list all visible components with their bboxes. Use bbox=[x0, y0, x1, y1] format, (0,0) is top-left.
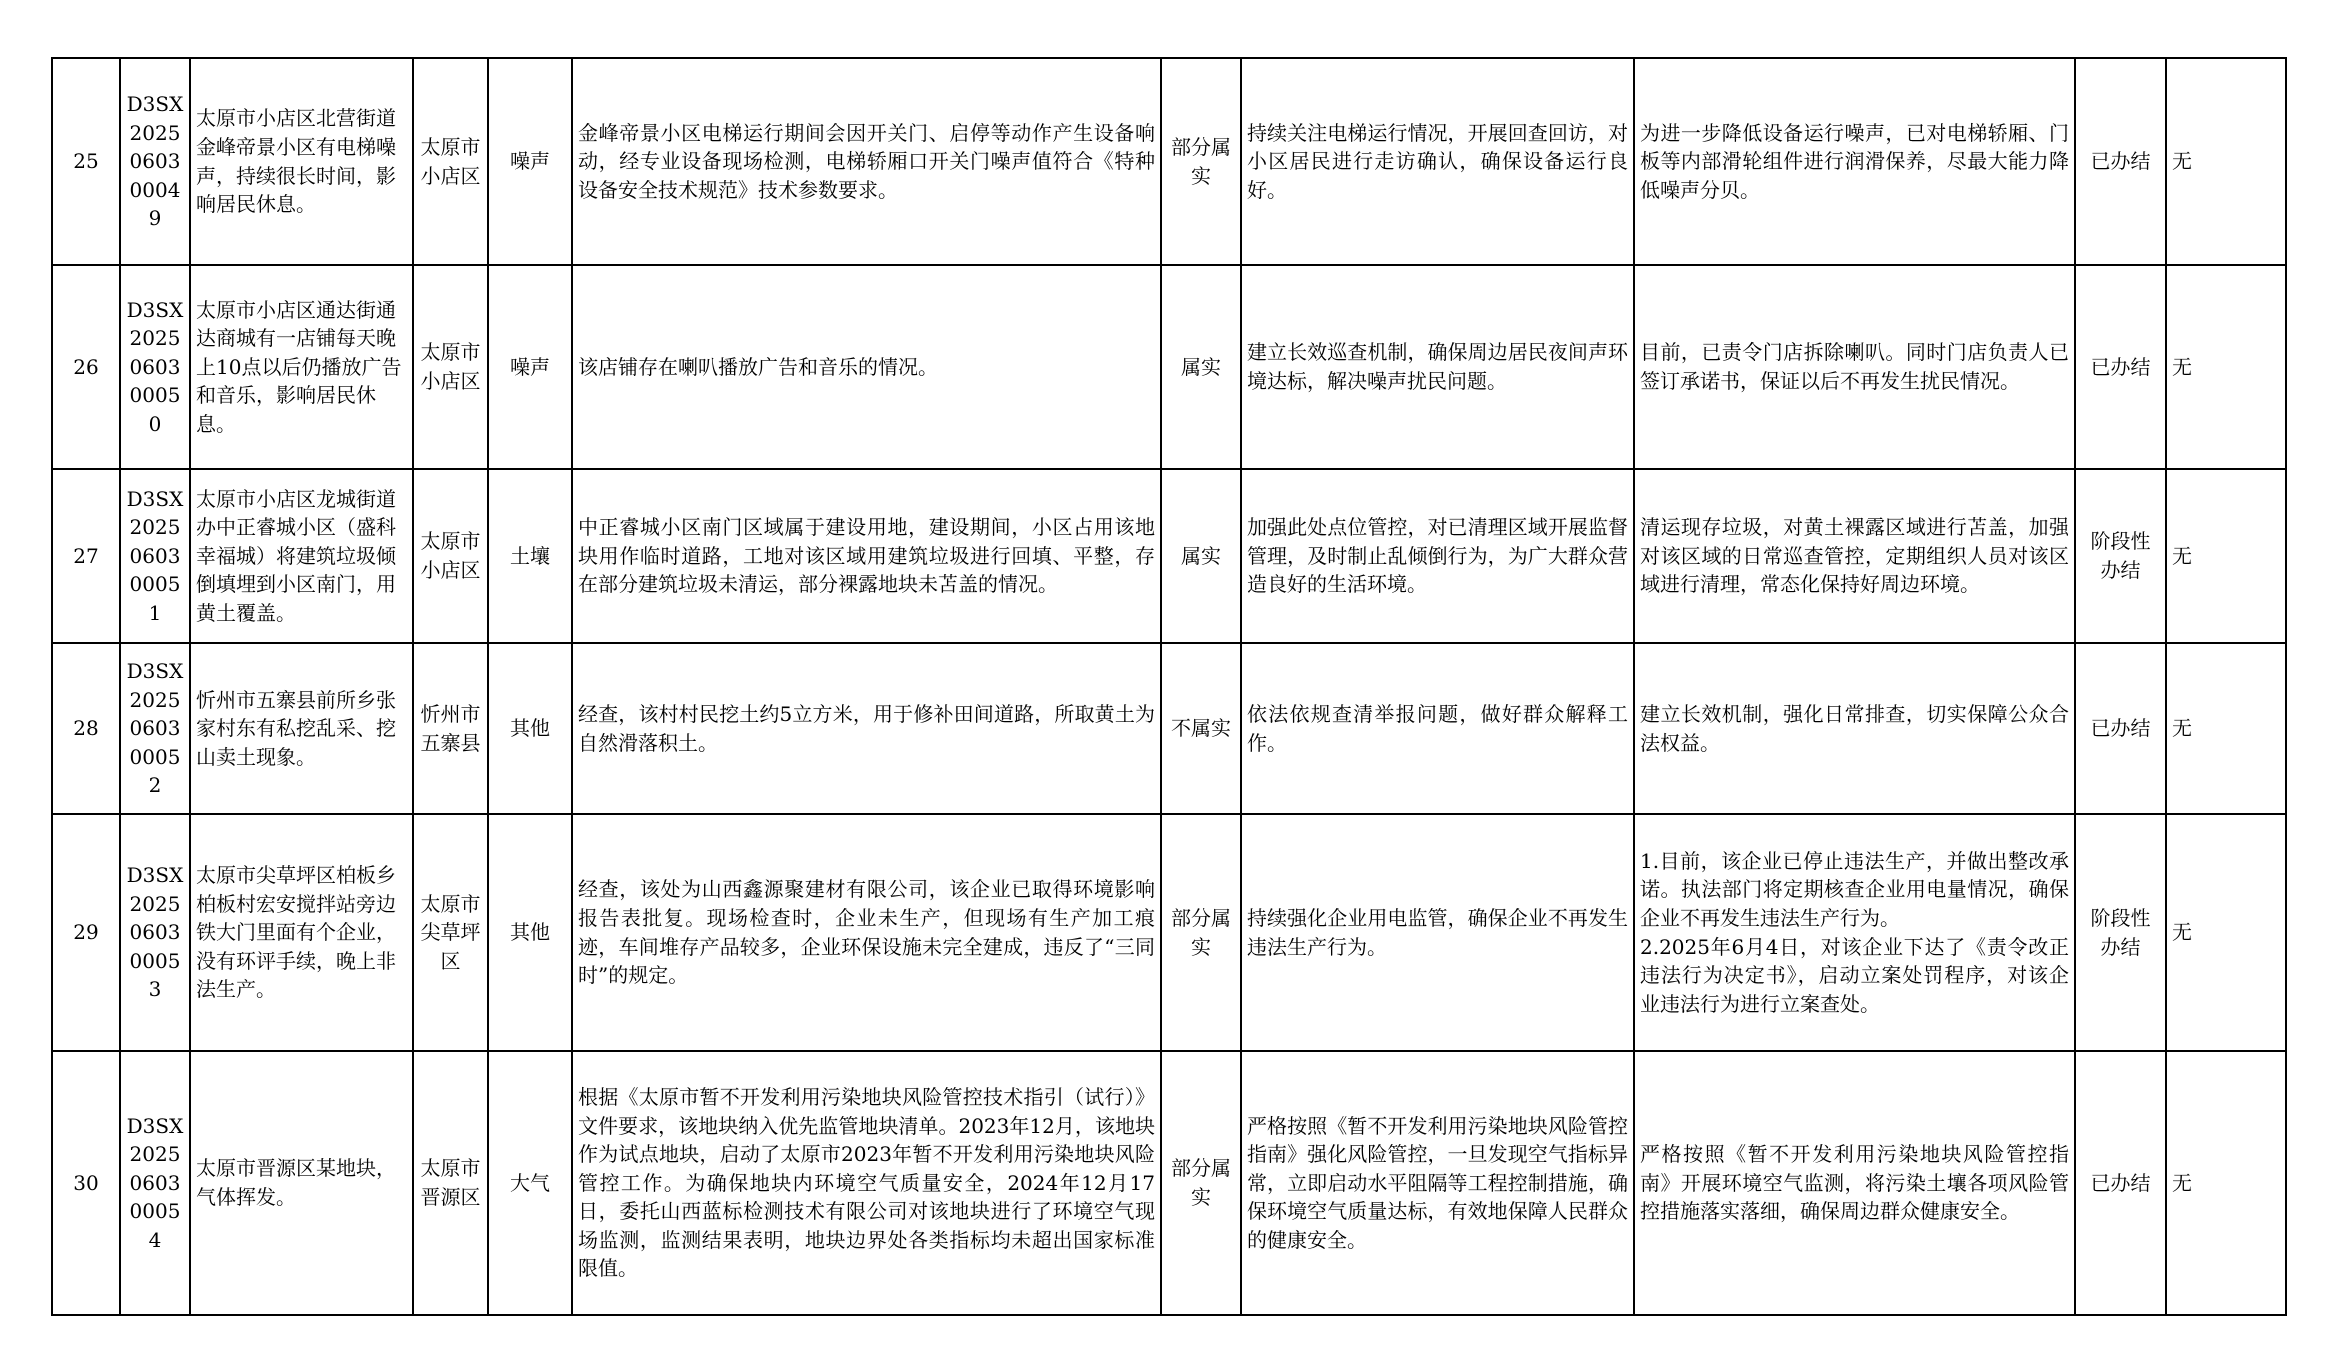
pollution-category: 噪声 bbox=[488, 265, 572, 469]
case-code: D3SX2025060300051 bbox=[120, 469, 190, 643]
rectification-result: 建立长效机制，强化日常排查，切实保障公众合法权益。 bbox=[1634, 643, 2075, 814]
investigation-finding: 该店铺存在喇叭播放广告和音乐的情况。 bbox=[572, 265, 1161, 469]
case-status: 阶段性办结 bbox=[2075, 814, 2166, 1051]
administrative-district: 太原市晋源区 bbox=[413, 1051, 488, 1315]
rectification-result: 目前，已责令门店拆除喇叭。同时门店负责人已签订承诺书，保证以后不再发生扰民情况。 bbox=[1634, 265, 2075, 469]
administrative-district: 太原市小店区 bbox=[413, 58, 488, 265]
handling-measure: 依法依规查清举报问题，做好群众解释工作。 bbox=[1241, 643, 1634, 814]
table-row bbox=[52, 1051, 2286, 1315]
pollution-category: 土壤 bbox=[488, 469, 572, 643]
case-code: D3SX2025060300053 bbox=[120, 814, 190, 1051]
row-number: 28 bbox=[52, 643, 120, 814]
pollution-category: 噪声 bbox=[488, 58, 572, 265]
row-number: 30 bbox=[52, 1051, 120, 1315]
pollution-category: 其他 bbox=[488, 643, 572, 814]
handling-measure: 持续强化企业用电监管，确保企业不再发生违法生产行为。 bbox=[1241, 814, 1634, 1051]
complaint-content: 太原市小店区通达街通达商城有一店铺每天晚上10点以后仍播放广告和音乐，影响居民休息。 bbox=[190, 265, 413, 469]
administrative-district: 太原市小店区 bbox=[413, 265, 488, 469]
accountability: 无 bbox=[2166, 643, 2286, 814]
accountability: 无 bbox=[2166, 58, 2286, 265]
complaint-table bbox=[51, 57, 2287, 1316]
verification-verdict: 属实 bbox=[1161, 265, 1241, 469]
complaint-content: 忻州市五寨县前所乡张家村东有私挖乱采、挖山卖土现象。 bbox=[190, 643, 413, 814]
rectification-result: 清运现存垃圾，对黄土裸露区域进行苫盖，加强对该区域的日常巡查管控，定期组织人员对该区域进行清理，常态化保持好周边环境。 bbox=[1634, 469, 2075, 643]
investigation-finding: 根据《太原市暂不开发利用污染地块风险管控技术指引（试行）》文件要求，该地块纳入优先监管地块清单。2023年12月，该地块作为试点地块，启动了太原市2023年暂不开发利用污染地块风险管控工作。为确保地块内环境空气质量安全，2024年12月17日，委托山西蓝标检测技术有限公司对该地块进行了环境空气现场监测，监测结果表明，地块边界处各类指标均未超出国家标准限值。 bbox=[572, 1051, 1161, 1315]
row-number: 25 bbox=[52, 58, 120, 265]
accountability: 无 bbox=[2166, 469, 2286, 643]
case-status: 已办结 bbox=[2075, 643, 2166, 814]
investigation-finding: 经查，该处为山西鑫源聚建材有限公司，该企业已取得环境影响报告表批复。现场检查时，企业未生产，但现场有生产加工痕迹，车间堆存产品较多，企业环保设施未完全建成，违反了“三同时”的规定。 bbox=[572, 814, 1161, 1051]
administrative-district: 忻州市五寨县 bbox=[413, 643, 488, 814]
verification-verdict: 部分属实 bbox=[1161, 1051, 1241, 1315]
verification-verdict: 不属实 bbox=[1161, 643, 1241, 814]
handling-measure: 建立长效巡查机制，确保周边居民夜间声环境达标，解决噪声扰民问题。 bbox=[1241, 265, 1634, 469]
table-row bbox=[52, 58, 2286, 265]
investigation-finding: 经查，该村村民挖土约5立方米，用于修补田间道路，所取黄土为自然滑落积土。 bbox=[572, 643, 1161, 814]
complaint-content: 太原市小店区龙城街道办中正睿城小区（盛科幸福城）将建筑垃圾倾倒填埋到小区南门，用黄土覆盖。 bbox=[190, 469, 413, 643]
row-number: 26 bbox=[52, 265, 120, 469]
case-code: D3SX2025060300052 bbox=[120, 643, 190, 814]
handling-measure: 加强此处点位管控，对已清理区域开展监督管理，及时制止乱倾倒行为，为广大群众营造良好的生活环境。 bbox=[1241, 469, 1634, 643]
handling-measure: 严格按照《暂不开发利用污染地块风险管控指南》强化风险管控，一旦发现空气指标异常，立即启动水平阻隔等工程控制措施，确保环境空气质量达标，有效地保障人民群众的健康安全。 bbox=[1241, 1051, 1634, 1315]
table-row bbox=[52, 643, 2286, 814]
pollution-category: 大气 bbox=[488, 1051, 572, 1315]
administrative-district: 太原市尖草坪区 bbox=[413, 814, 488, 1051]
row-number: 29 bbox=[52, 814, 120, 1051]
row-number: 27 bbox=[52, 469, 120, 643]
administrative-district: 太原市小店区 bbox=[413, 469, 488, 643]
rectification-result: 为进一步降低设备运行噪声，已对电梯轿厢、门板等内部滑轮组件进行润滑保养，尽最大能力降低噪声分贝。 bbox=[1634, 58, 2075, 265]
table-row bbox=[52, 265, 2286, 469]
complaint-content: 太原市小店区北营街道金峰帝景小区有电梯噪声，持续很长时间，影响居民休息。 bbox=[190, 58, 413, 265]
investigation-finding: 金峰帝景小区电梯运行期间会因开关门、启停等动作产生设备响动，经专业设备现场检测，电梯轿厢口开关门噪声值符合《特种设备安全技术规范》技术参数要求。 bbox=[572, 58, 1161, 265]
rectification-result: 1.目前，该企业已停止违法生产，并做出整改承诺。执法部门将定期核查企业用电量情况，确保企业不再发生违法生产行为。 2.2025年6月4日，对该企业下达了《责令改正违法行为决定书》，启动立案处罚程序，对该企业违法行为进行立案查处。 bbox=[1634, 814, 2075, 1051]
accountability: 无 bbox=[2166, 814, 2286, 1051]
accountability: 无 bbox=[2166, 265, 2286, 469]
table-row bbox=[52, 814, 2286, 1051]
pollution-category: 其他 bbox=[488, 814, 572, 1051]
rectification-result: 严格按照《暂不开发利用污染地块风险管控指南》开展环境空气监测，将污染土壤各项风险管控措施落实落细，确保周边群众健康安全。 bbox=[1634, 1051, 2075, 1315]
handling-measure: 持续关注电梯运行情况，开展回查回访，对小区居民进行走访确认，确保设备运行良好。 bbox=[1241, 58, 1634, 265]
complaint-content: 太原市晋源区某地块，气体挥发。 bbox=[190, 1051, 413, 1315]
case-code: D3SX2025060300054 bbox=[120, 1051, 190, 1315]
case-status: 阶段性办结 bbox=[2075, 469, 2166, 643]
verification-verdict: 属实 bbox=[1161, 469, 1241, 643]
case-status: 已办结 bbox=[2075, 265, 2166, 469]
case-code: D3SX2025060300050 bbox=[120, 265, 190, 469]
investigation-finding: 中正睿城小区南门区域属于建设用地，建设期间，小区占用该地块用作临时道路，工地对该区域用建筑垃圾进行回填、平整，存在部分建筑垃圾未清运，部分裸露地块未苫盖的情况。 bbox=[572, 469, 1161, 643]
case-status: 已办结 bbox=[2075, 1051, 2166, 1315]
accountability: 无 bbox=[2166, 1051, 2286, 1315]
verification-verdict: 部分属实 bbox=[1161, 58, 1241, 265]
verification-verdict: 部分属实 bbox=[1161, 814, 1241, 1051]
case-code: D3SX2025060300049 bbox=[120, 58, 190, 265]
case-status: 已办结 bbox=[2075, 58, 2166, 265]
complaint-content: 太原市尖草坪区柏板乡柏板村宏安搅拌站旁边铁大门里面有个企业，没有环评手续，晚上非法生产。 bbox=[190, 814, 413, 1051]
table-row bbox=[52, 469, 2286, 643]
